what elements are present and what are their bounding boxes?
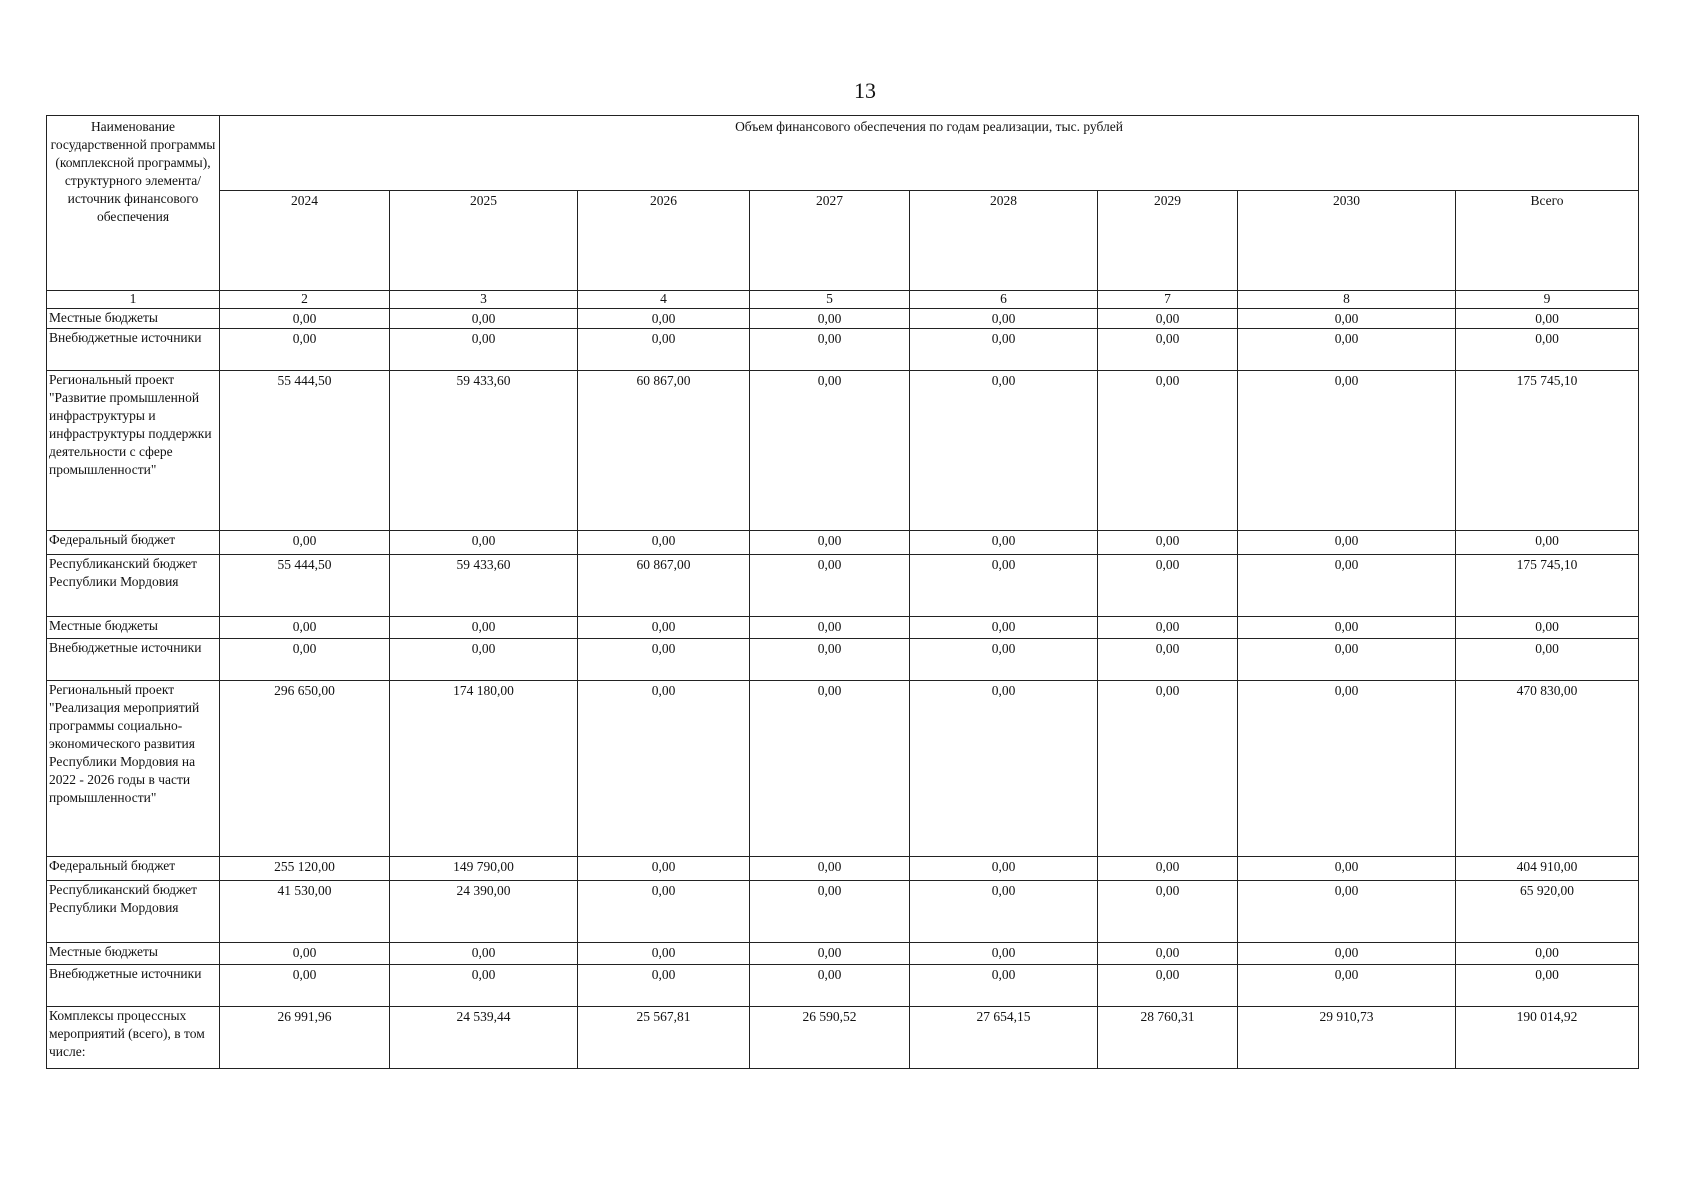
value-cell: 0,00 (1238, 857, 1456, 881)
row-label: Местные бюджеты (47, 309, 220, 329)
table-row (47, 943, 1639, 965)
column-number-cell: 2 (220, 291, 390, 309)
row-label: Местные бюджеты (47, 943, 220, 965)
value-cell: 0,00 (390, 329, 578, 371)
row-label: Федеральный бюджет (47, 857, 220, 881)
value-cell: 59 433,60 (390, 371, 578, 531)
value-cell: 0,00 (1098, 881, 1238, 943)
value-cell: 0,00 (220, 965, 390, 1007)
table-row (47, 309, 1639, 329)
value-cell: 0,00 (1238, 881, 1456, 943)
value-cell: 25 567,81 (578, 1007, 750, 1069)
value-cell: 0,00 (750, 943, 910, 965)
year-header-cell: 2028 (910, 191, 1098, 291)
value-cell: 65 920,00 (1456, 881, 1639, 943)
year-header-cell: 2025 (390, 191, 578, 291)
value-cell: 26 590,52 (750, 1007, 910, 1069)
value-cell: 149 790,00 (390, 857, 578, 881)
value-cell: 0,00 (910, 329, 1098, 371)
value-cell: 0,00 (910, 555, 1098, 617)
year-header-cell: Всего (1456, 191, 1639, 291)
value-cell: 0,00 (750, 309, 910, 329)
value-cell: 174 180,00 (390, 681, 578, 857)
value-cell: 0,00 (1098, 531, 1238, 555)
value-cell: 0,00 (910, 881, 1098, 943)
value-cell: 0,00 (1238, 329, 1456, 371)
value-cell: 0,00 (910, 371, 1098, 531)
value-cell: 0,00 (1098, 965, 1238, 1007)
table-row (47, 1007, 1639, 1069)
value-cell: 59 433,60 (390, 555, 578, 617)
value-cell: 0,00 (1238, 639, 1456, 681)
table-row (47, 965, 1639, 1007)
value-cell: 0,00 (220, 329, 390, 371)
value-cell: 0,00 (1238, 555, 1456, 617)
value-cell: 0,00 (1238, 371, 1456, 531)
table-row (47, 881, 1639, 943)
value-cell: 0,00 (578, 965, 750, 1007)
table-head (47, 116, 1639, 309)
value-cell: 0,00 (578, 857, 750, 881)
name-column-header: Наименование государственной программы (комплексной программы), структурного элемента/источник финансового обеспечения (47, 116, 220, 291)
column-number-row (47, 291, 1639, 309)
table-row (47, 639, 1639, 681)
value-cell: 26 991,96 (220, 1007, 390, 1069)
table-row (47, 555, 1639, 617)
value-cell: 0,00 (910, 309, 1098, 329)
value-cell: 0,00 (1098, 943, 1238, 965)
value-cell: 0,00 (578, 681, 750, 857)
value-cell: 0,00 (750, 965, 910, 1007)
table-body (47, 309, 1639, 1069)
row-label: Внебюджетные источники (47, 639, 220, 681)
value-cell: 0,00 (910, 617, 1098, 639)
table-row (47, 681, 1639, 857)
value-cell: 0,00 (910, 857, 1098, 881)
value-cell: 0,00 (390, 309, 578, 329)
year-header-cell: 2026 (578, 191, 750, 291)
value-cell: 0,00 (1098, 857, 1238, 881)
row-label: Региональный проект "Реализация мероприятий программы социально-экономического развития Республики Мордовия на 2022 - 2026 годы в части промышленности" (47, 681, 220, 857)
column-number-cell: 1 (47, 291, 220, 309)
value-cell: 0,00 (750, 555, 910, 617)
year-header-cell: 2029 (1098, 191, 1238, 291)
value-cell: 0,00 (390, 965, 578, 1007)
value-cell: 0,00 (750, 617, 910, 639)
value-cell: 0,00 (1238, 617, 1456, 639)
year-header-row (47, 191, 1639, 291)
value-cell: 0,00 (750, 531, 910, 555)
value-cell: 0,00 (220, 531, 390, 555)
value-cell: 0,00 (220, 639, 390, 681)
row-label: Региональный проект "Развитие промышленной инфраструктуры и инфраструктуры поддержки деятельности с сфере промышленности" (47, 371, 220, 531)
value-cell: 404 910,00 (1456, 857, 1639, 881)
value-cell: 41 530,00 (220, 881, 390, 943)
value-cell: 60 867,00 (578, 555, 750, 617)
value-cell: 0,00 (578, 309, 750, 329)
row-label: Республиканский бюджет Республики Мордовия (47, 881, 220, 943)
value-cell: 0,00 (910, 681, 1098, 857)
value-cell: 0,00 (1238, 943, 1456, 965)
value-cell: 0,00 (390, 531, 578, 555)
value-cell: 0,00 (1456, 531, 1639, 555)
value-cell: 0,00 (578, 639, 750, 681)
value-cell: 0,00 (578, 617, 750, 639)
column-number-cell: 4 (578, 291, 750, 309)
value-cell: 0,00 (910, 639, 1098, 681)
value-cell: 0,00 (390, 617, 578, 639)
value-cell: 0,00 (578, 881, 750, 943)
value-cell: 470 830,00 (1456, 681, 1639, 857)
row-label: Местные бюджеты (47, 617, 220, 639)
value-cell: 0,00 (1098, 555, 1238, 617)
value-cell: 0,00 (750, 329, 910, 371)
column-number-cell: 9 (1456, 291, 1639, 309)
value-cell: 0,00 (910, 531, 1098, 555)
value-cell: 0,00 (1098, 681, 1238, 857)
table-row (47, 531, 1639, 555)
value-cell: 0,00 (390, 639, 578, 681)
value-cell: 55 444,50 (220, 371, 390, 531)
value-cell: 0,00 (1238, 965, 1456, 1007)
table-row (47, 371, 1639, 531)
column-number-cell: 6 (910, 291, 1098, 309)
column-number-cell: 7 (1098, 291, 1238, 309)
row-label: Внебюджетные источники (47, 965, 220, 1007)
value-cell: 60 867,00 (578, 371, 750, 531)
column-number-cell: 3 (390, 291, 578, 309)
value-cell: 24 539,44 (390, 1007, 578, 1069)
value-cell: 0,00 (1098, 309, 1238, 329)
value-cell: 0,00 (1456, 309, 1639, 329)
value-cell: 27 654,15 (910, 1007, 1098, 1069)
value-cell: 255 120,00 (220, 857, 390, 881)
value-cell: 0,00 (910, 965, 1098, 1007)
value-cell: 28 760,31 (1098, 1007, 1238, 1069)
value-cell: 0,00 (1238, 309, 1456, 329)
column-number-cell: 5 (750, 291, 910, 309)
value-cell: 0,00 (910, 943, 1098, 965)
volume-column-header: Объем финансового обеспечения по годам реализации, тыс. рублей (220, 116, 1639, 191)
value-cell: 0,00 (750, 881, 910, 943)
value-cell: 0,00 (578, 531, 750, 555)
column-number-cell: 8 (1238, 291, 1456, 309)
year-header-cell: 2027 (750, 191, 910, 291)
value-cell: 0,00 (750, 371, 910, 531)
value-cell: 0,00 (1456, 965, 1639, 1007)
value-cell: 0,00 (750, 639, 910, 681)
table-row (47, 857, 1639, 881)
value-cell: 0,00 (1456, 329, 1639, 371)
value-cell: 55 444,50 (220, 555, 390, 617)
value-cell: 0,00 (1098, 329, 1238, 371)
table-row (47, 329, 1639, 371)
value-cell: 24 390,00 (390, 881, 578, 943)
row-label: Внебюджетные источники (47, 329, 220, 371)
value-cell: 0,00 (578, 943, 750, 965)
value-cell: 0,00 (1456, 943, 1639, 965)
value-cell: 0,00 (578, 329, 750, 371)
value-cell: 175 745,10 (1456, 371, 1639, 531)
row-label: Комплексы процессных мероприятий (всего), в том числе: (47, 1007, 220, 1069)
value-cell: 0,00 (1098, 639, 1238, 681)
value-cell: 0,00 (220, 617, 390, 639)
row-label: Республиканский бюджет Республики Мордовия (47, 555, 220, 617)
value-cell: 29 910,73 (1238, 1007, 1456, 1069)
value-cell: 0,00 (220, 309, 390, 329)
value-cell: 0,00 (220, 943, 390, 965)
value-cell: 0,00 (1098, 371, 1238, 531)
value-cell: 296 650,00 (220, 681, 390, 857)
value-cell: 0,00 (1238, 531, 1456, 555)
value-cell: 0,00 (1456, 617, 1639, 639)
value-cell: 0,00 (750, 681, 910, 857)
value-cell: 0,00 (1456, 639, 1639, 681)
financing-table (46, 115, 1639, 1069)
value-cell: 0,00 (1098, 617, 1238, 639)
table-row (47, 617, 1639, 639)
value-cell: 0,00 (750, 857, 910, 881)
value-cell: 0,00 (390, 943, 578, 965)
value-cell: 0,00 (1238, 681, 1456, 857)
value-cell: 175 745,10 (1456, 555, 1639, 617)
page-number: 13 (854, 78, 876, 103)
row-label: Федеральный бюджет (47, 531, 220, 555)
year-header-cell: 2024 (220, 191, 390, 291)
year-header-cell: 2030 (1238, 191, 1456, 291)
value-cell: 190 014,92 (1456, 1007, 1639, 1069)
